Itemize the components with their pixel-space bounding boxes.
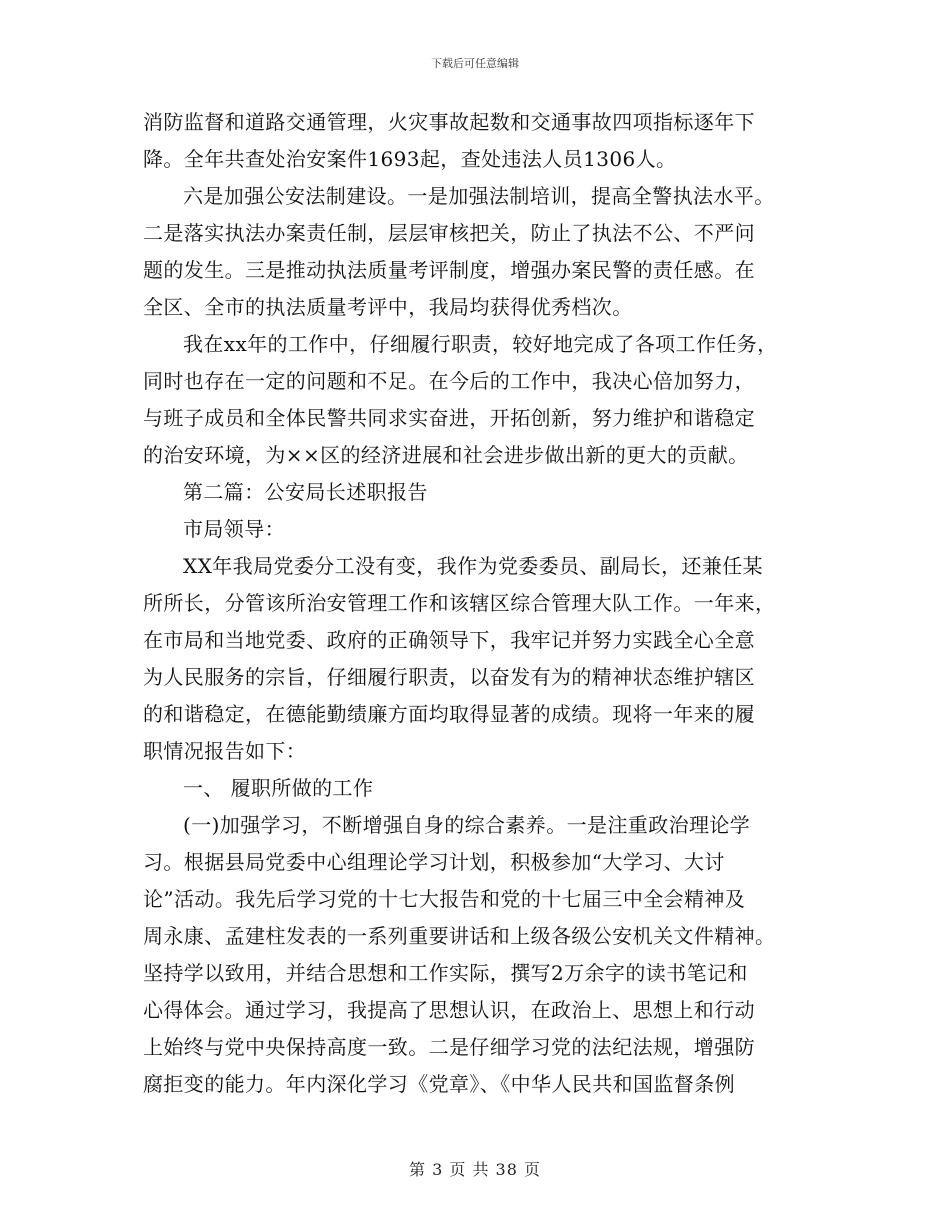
document-body — [143, 104, 818, 1103]
page-footer: 第 3 页 共 38 页 — [409, 1160, 541, 1179]
paragraph-start-line: 我在xx年的工作中，仔细履行职责，较好地完成了各项工作任务， — [183, 332, 778, 356]
text-line: 周永康、孟建柱发表的一系列重要讲话和上级各级公安机关文件精神。 — [143, 924, 776, 948]
text-line: 腐拒变的能力。年内深化学习《党章》、《中华人民共和国监督条例 — [143, 1072, 735, 1096]
paragraph-start-line: XX年我局党委分工没有变，我作为党委委员、副局长，还兼任某 — [183, 554, 764, 578]
subsection-heading: 一、 履职所做的工作 — [183, 776, 374, 800]
text-line: 习。根据县局党委中心组理论学习计划，积极参加“大学习、大讨 — [143, 850, 725, 874]
page-header: 下载后可任意编辑 — [431, 57, 519, 70]
text-line: 为人民服务的宗旨，仔细履行职责，以奋发有为的精神状态维护辖区 — [143, 665, 755, 689]
text-line: 坚持学以致用，并结合思想和工作实际，撰写2万余字的读书笔记和 — [143, 961, 748, 985]
text-line: 上始终与党中央保持高度一致。二是仔细学习党的法纪法规，增强防 — [143, 1035, 755, 1059]
paragraph-start-line: (一)加强学习，不断增强自身的综合素养。一是注重政治理论学 — [183, 813, 751, 837]
text-line: 与班子成员和全体民警共同求实奋进，开拓创新，努力维护和谐稳定 — [143, 406, 755, 430]
section-title: 第二篇：公安局长述职报告 — [183, 480, 428, 504]
text-line: 论”活动。我先后学习党的十七大报告和党的十七届三中全会精神及 — [143, 887, 746, 911]
text-line: 同时也存在一定的问题和不足。在今后的工作中，我决心倍加努力， — [143, 369, 755, 393]
text-line: 消防监督和道路交通管理，火灾事故起数和交通事故四项指标逐年下 — [143, 110, 755, 134]
text-line: 在市局和当地党委、政府的正确领导下，我牢记并努力实践全心全意 — [143, 628, 755, 652]
text-line: 职情况报告如下： — [143, 739, 307, 763]
text-line: 题的发生。三是推动执法质量考评制度，增强办案民警的责任感。在 — [143, 258, 755, 282]
paragraph-start-line: 六是加强公安法制建设。一是加强法制培训，提高全警执法水平。 — [183, 184, 775, 208]
text-line: 的和谐稳定，在德能勤绩廉方面均取得显著的成绩。现将一年来的履 — [143, 702, 755, 726]
salutation: 市局领导： — [183, 517, 285, 541]
text-line: 的治安环境，为××区的经济进展和社会进步做出新的更大的贡献。 — [143, 443, 749, 467]
text-line: 降。全年共查处治安案件1693起，查处违法人员1306人。 — [143, 147, 677, 171]
text-line: 全区、全市的执法质量考评中，我局均获得优秀档次。 — [143, 295, 633, 319]
text-line: 心得体会。通过学习，我提高了思想认识，在政治上、思想上和行动 — [143, 998, 755, 1022]
text-line: 所所长，分管该所治安管理工作和该辖区综合管理大队工作。一年来， — [143, 591, 776, 615]
text-line: 二是落实执法办案责任制，层层审核把关，防止了执法不公、不严问 — [143, 221, 755, 245]
